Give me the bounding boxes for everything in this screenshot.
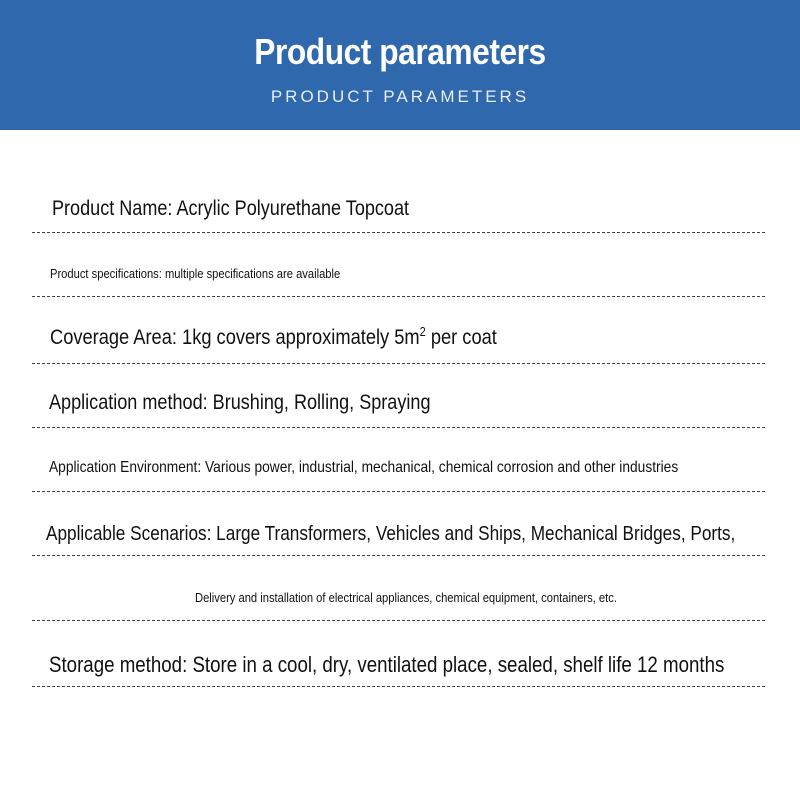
coverage-area-superscript: 2 [419,325,426,339]
applicable-scenarios-text: Applicable Scenarios: Large Transformers, Vehicles and Ships, Mechanical Bridges, Ports, [46,523,736,545]
header-banner [0,0,800,130]
divider [32,555,765,556]
coverage-area-main: Coverage Area: 1kg covers approximately 5m [50,326,420,349]
divider [32,686,765,687]
product-name-text: Product Name: Acrylic Polyurethane Topcoat [52,197,410,220]
divider [32,363,765,364]
storage-method-text: Storage method: Store in a cool, dry, ventilated place, sealed, shelf life 12 months [49,652,725,677]
divider [32,491,765,492]
coverage-area-suffix: per coat [425,326,497,349]
page-title: Product parameters [254,31,546,72]
application-environment-text: Application Environment: Various power, industrial, mechanical, chemical corrosion and other industries [49,459,679,476]
coverage-area-text [50,326,746,350]
page-subtitle: PRODUCT PARAMETERS [270,87,530,106]
divider [32,620,765,621]
divider [32,296,765,297]
applicable-scenarios-continuation-text: Delivery and installation of electrical appliances, chemical equipment, containers, etc. [195,590,617,605]
product-specifications-text: Product specifications: multiple specifications are available [50,266,341,281]
application-method-text: Application method: Brushing, Rolling, Spraying [49,391,431,414]
divider [32,232,765,233]
divider [32,427,765,428]
